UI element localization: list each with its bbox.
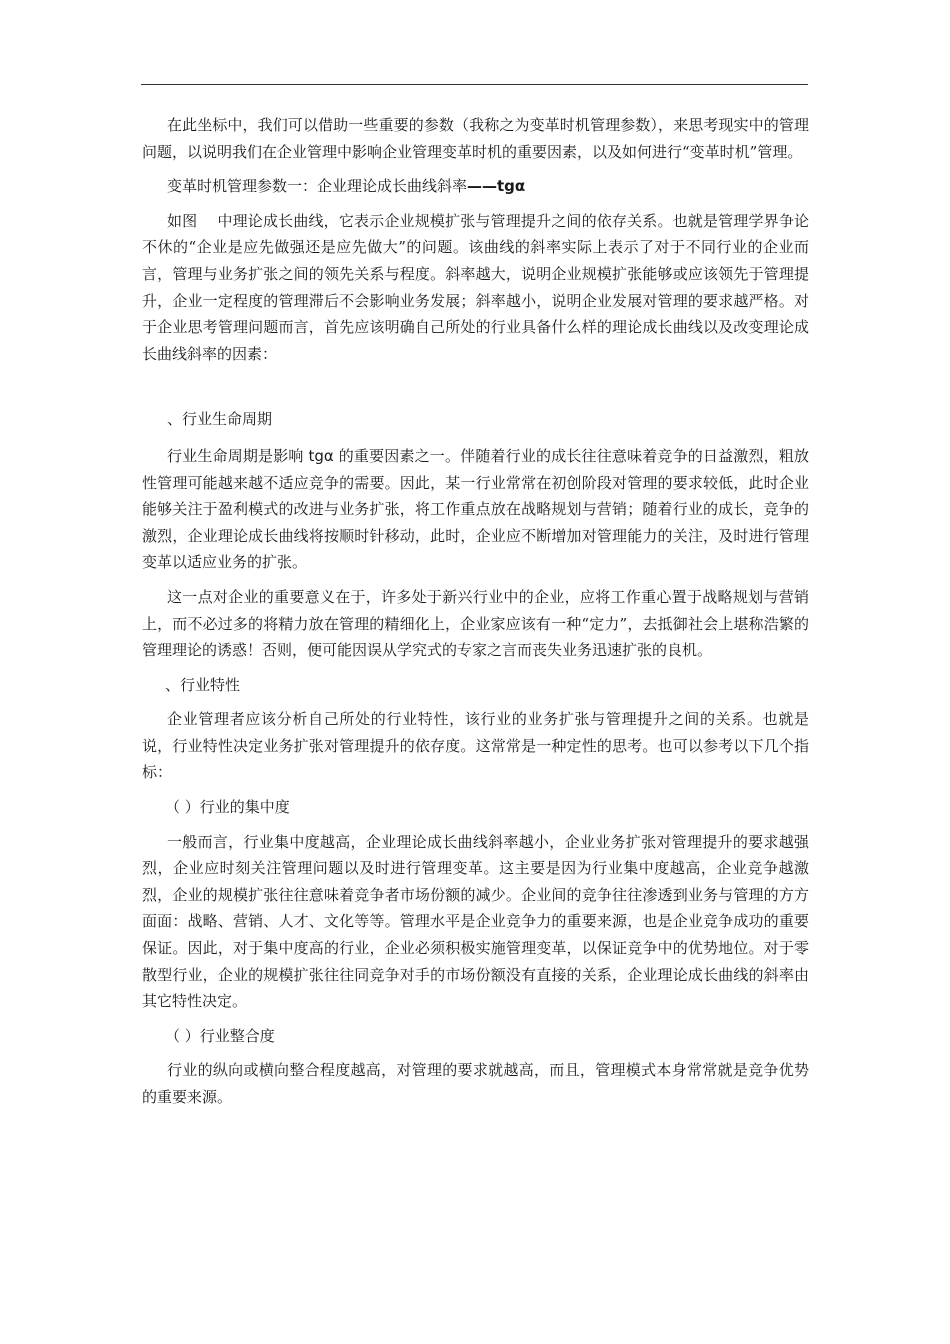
lifecycle-paragraph-1-start: 行业生命周期是影响 [167, 446, 309, 465]
parameter-title-symbol: ——tgα [467, 177, 526, 196]
parameter-title-text: 变革时机管理参数一：企业理论成长曲线斜率 [167, 177, 468, 196]
intro-paragraph: 在此坐标中，我们可以借助一些重要的参数（我称之为变革时机管理参数），来思考现实中的管理问题，以说明我们在企业管理中影响企业管理变革时机的重要因素，以及如何进行“变革时机”管理。 [142, 116, 809, 161]
lifecycle-paragraph-1 [142, 443, 809, 576]
section-heading-lifecycle: 、行业生命周期 [167, 410, 273, 429]
concentration-paragraph: 一般而言，行业集中度越高，企业理论成长曲线斜率越小，企业业务扩张对管理提升的要求越强烈，企业应时刻关注管理问题以及时进行管理变革。这主要是因为行业集中度越高，企业竞争越激烈，企业的规模扩张往往意味着竞争者市场份额的减少。企业间的竞争往往渗透到业务与管理的方方面面：战略、营销、人才、文化等等。管理水平是企业竞争力的重要来源，也是企业竞争成功的重要保证。因此，对于集中度高的行业，企业必须积极实施管理变革，以保证竞争中的优势地位。对于零散型行业，企业的规模扩张往往同竞争对手的市场份额没有直接的关系，企业理论成长曲线的斜率由其它特性决定。 [142, 832, 809, 1011]
subheading-integration: （ ）行业整合度 [165, 1026, 275, 1045]
parameter-title [142, 173, 809, 200]
characteristics-paragraph: 企业管理者应该分析自己所处的行业特性，该行业的业务扩张与管理提升之间的关系。也就是说，行业特性决定业务扩张对管理提升的依存度。这常常是一种定性的思考。也可以参考以下几个指标： [142, 710, 809, 782]
subheading-concentration: （ ）行业的集中度 [165, 798, 290, 817]
lifecycle-paragraph-2: 这一点对企业的重要意义在于，许多处于新兴行业中的企业，应将工作重心置于战略规划与营销上，而不必过多的将精力放在管理的精细化上，企业家应该有一种“定力”，去抵御社会上堪称浩繁的管理理论的诱惑！否则，便可能因误从学究式的专家之言而丧失业务迅速扩张的良机。 [142, 587, 809, 660]
tg-alpha-term: tgα [308, 446, 334, 465]
lifecycle-paragraph-1-rest: 的重要因素之一。伴随着行业的成长往往意味着竞争的日益激烈，粗放性管理可能越来越不适应竞争的需要。因此，某一行业常常在初创阶段对管理的要求较低，此时企业能够关注于盈利模式的改进与业务扩张，将工作重点放在战略规划与营销；随着行业的成长，竞争的激烈，企业理论成长曲线将按顺时针移动，此时，企业应不断增加对管理能力的关注，及时进行管理变革以适应业务的扩张。 [142, 446, 809, 572]
integration-paragraph: 行业的纵向或横向整合程度越高，对管理的要求就越高，而且，管理模式本身常常就是竞争优势的重要来源。 [142, 1061, 809, 1106]
curve-paragraph: 如图 中理论成长曲线，它表示企业规模扩张与管理提升之间的依存关系。也就是管理学界争论不休的“企业是应先做强还是应先做大”的问题。该曲线的斜率实际上表示了对于不同行业的企业而言，管理与业务扩张之间的领先关系与程度。斜率越大，说明企业规模扩张能够或应该领先于管理提升，企业一定程度的管理滞后不会影响业务发展；斜率越小，说明企业发展对管理的要求越严格。对于企业思考管理问题而言，首先应该明确自己所处的行业具备什么样的理论成长曲线以及改变理论成长曲线斜率的因素： [142, 211, 809, 363]
document-body [142, 112, 809, 1111]
section-heading-characteristics: 、行业特性 [165, 675, 241, 694]
header-rule [141, 84, 808, 85]
